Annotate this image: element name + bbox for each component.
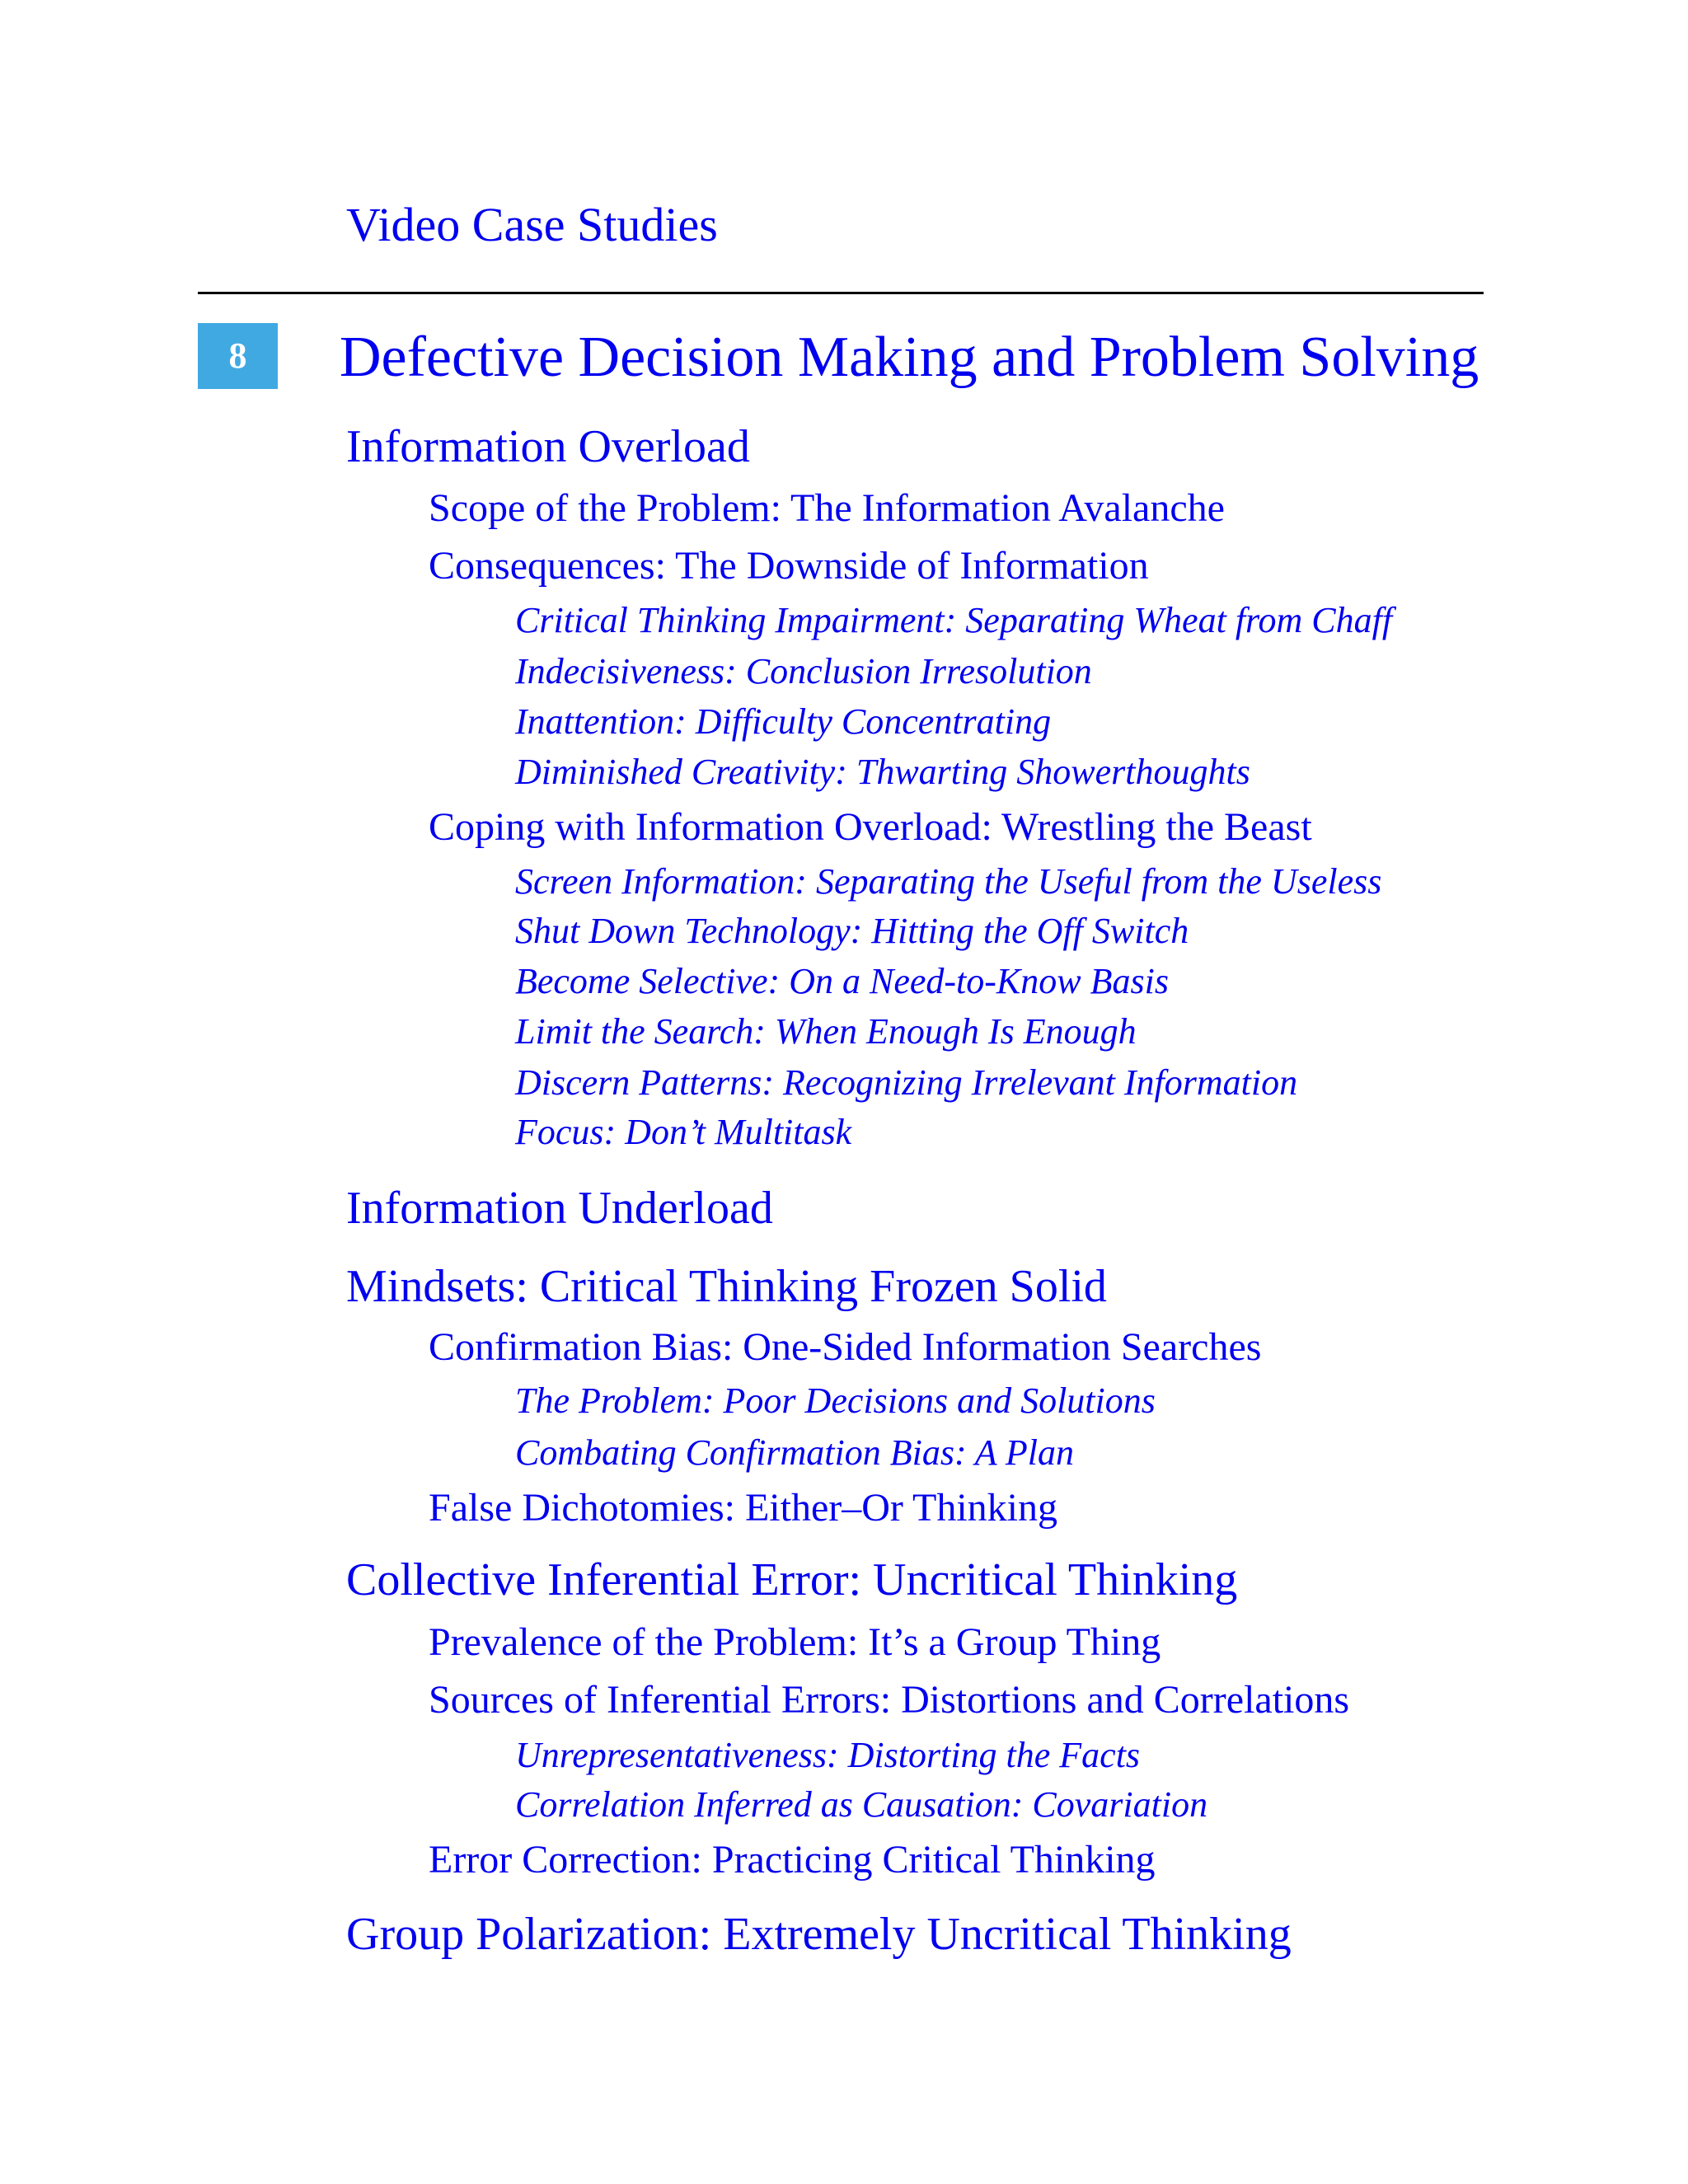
toc-heading-level-3[interactable]: Unrepresentativeness: Distorting the Facts [515, 1735, 1141, 1775]
toc-heading-level-1[interactable]: Information Overload [346, 421, 750, 472]
toc-heading-level-2[interactable]: False Dichotomies: Either–Or Thinking [429, 1486, 1058, 1530]
toc-heading-level-1[interactable]: Information Underload [346, 1183, 773, 1234]
toc-heading-level-2[interactable]: Prevalence of the Problem: It’s a Group Thing [429, 1620, 1161, 1664]
toc-heading-level-2[interactable]: Confirmation Bias: One-Sided Information Searches [429, 1325, 1262, 1369]
toc-heading-level-1[interactable]: Group Polarization: Extremely Uncritical Thinking [346, 1909, 1292, 1960]
toc-heading-level-3[interactable]: Become Selective: On a Need-to-Know Basis [515, 961, 1169, 1001]
toc-heading-level-3[interactable]: Focus: Don’t Multitask [515, 1112, 852, 1152]
toc-heading-level-3[interactable]: Discern Patterns: Recognizing Irrelevant Information [515, 1062, 1298, 1103]
toc-heading-level-2[interactable]: Scope of the Problem: The Information Avalanche [429, 486, 1225, 530]
toc-heading-level-1[interactable]: Collective Inferential Error: Uncritical Thinking [346, 1554, 1238, 1605]
toc-heading-level-3[interactable]: Critical Thinking Impairment: Separating Wheat from Chaff [515, 600, 1393, 640]
chapter-title[interactable]: Defective Decision Making and Problem Solving [340, 326, 1479, 389]
section-divider [198, 292, 1484, 294]
toc-heading-level-3[interactable]: Screen Information: Separating the Useful from the Useless [515, 861, 1382, 902]
toc-heading-level-2[interactable]: Error Correction: Practicing Critical Thinking [429, 1838, 1156, 1882]
toc-heading-level-3[interactable]: Inattention: Difficulty Concentrating [515, 701, 1052, 742]
toc-heading-level-3[interactable]: The Problem: Poor Decisions and Solutions [515, 1380, 1156, 1421]
chapter-number-badge: 8 [198, 323, 278, 389]
toc-heading-level-3[interactable]: Diminished Creativity: Thwarting Showerthoughts [515, 752, 1250, 792]
toc-heading-level-3[interactable]: Combating Confirmation Bias: A Plan [515, 1432, 1074, 1473]
toc-heading-level-3[interactable]: Indecisiveness: Conclusion Irresolution [515, 651, 1092, 691]
toc-entry-video-case-studies[interactable]: Video Case Studies [346, 198, 718, 251]
toc-heading-level-2[interactable]: Consequences: The Downside of Information [429, 544, 1149, 588]
toc-heading-level-3[interactable]: Limit the Search: When Enough Is Enough [515, 1011, 1137, 1052]
toc-heading-level-2[interactable]: Coping with Information Overload: Wrestling the Beast [429, 805, 1312, 849]
toc-heading-level-3[interactable]: Correlation Inferred as Causation: Covariation [515, 1784, 1208, 1825]
toc-heading-level-1[interactable]: Mindsets: Critical Thinking Frozen Solid [346, 1261, 1107, 1312]
toc-heading-level-2[interactable]: Sources of Inferential Errors: Distortions and Correlations [429, 1678, 1350, 1722]
toc-heading-level-3[interactable]: Shut Down Technology: Hitting the Off Switch [515, 911, 1189, 951]
